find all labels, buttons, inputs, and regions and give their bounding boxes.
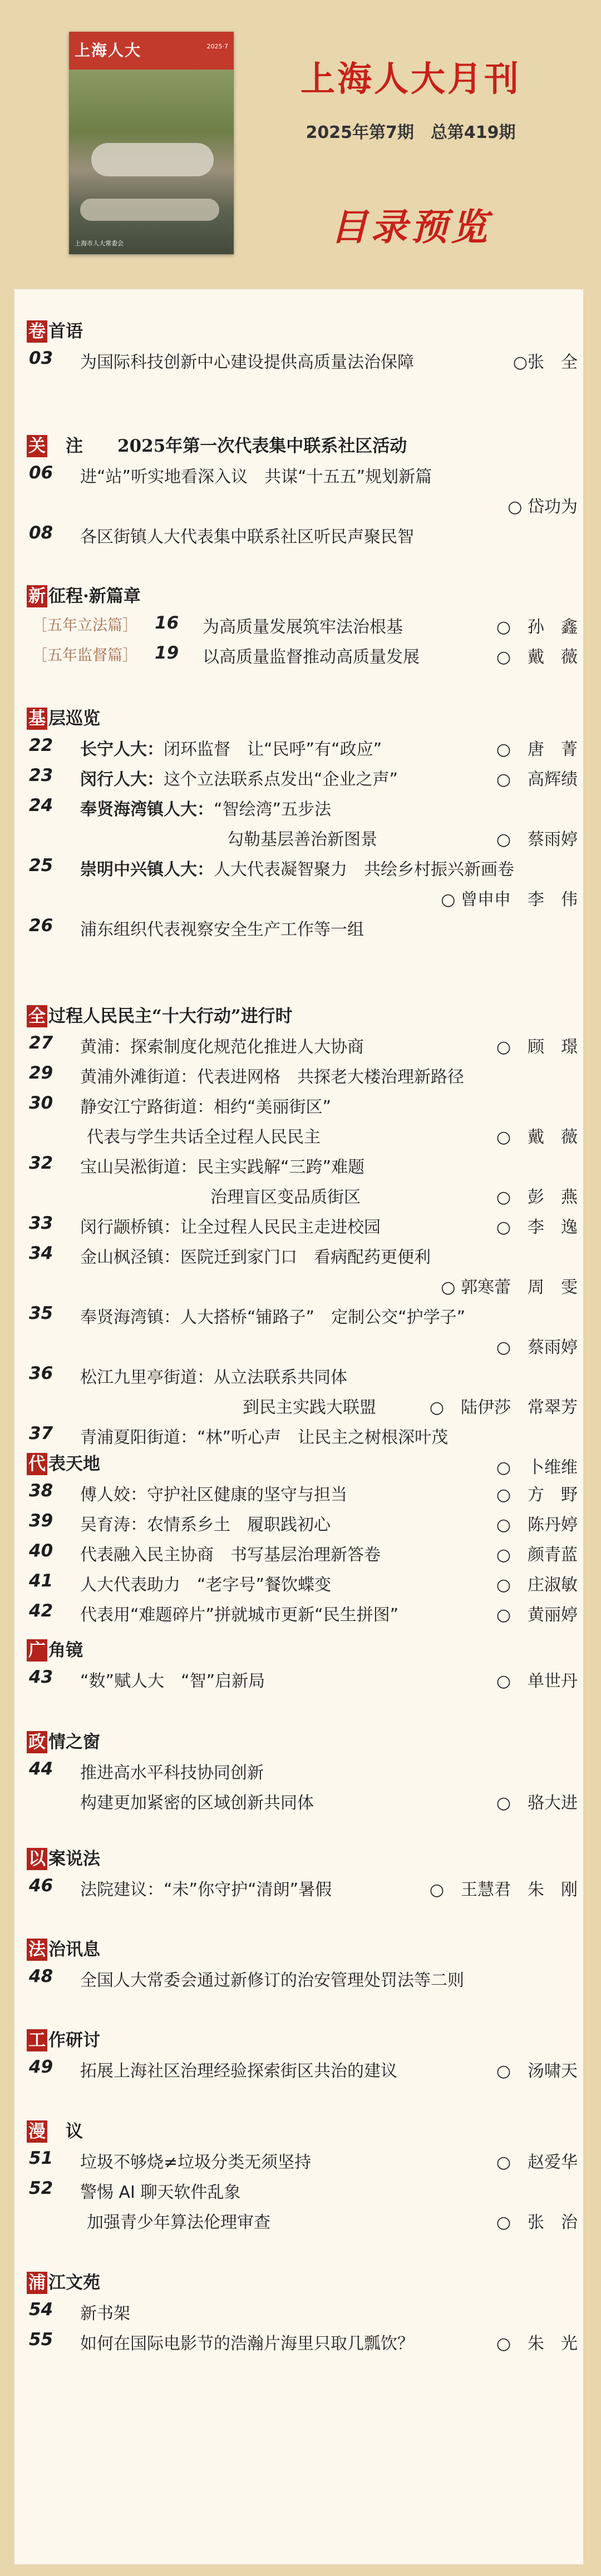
section-heading: 卷 首语 bbox=[27, 319, 578, 344]
toc-entry[interactable]: 08 各区街镇人大代表集中联系社区听民声聚民智 bbox=[29, 523, 414, 547]
toc-entry[interactable]: 55 如何在国际电影节的浩瀚片海里只取几瓢饮？ ○ 朱 光 bbox=[29, 2330, 578, 2353]
toc-entry[interactable]: 36 松江九里亭街道：从立法联系共同体 bbox=[29, 1363, 347, 1387]
section-xinzhengcheng bbox=[27, 584, 578, 669]
toc-entry[interactable]: 34 金山枫泾镇：医院迁到家门口 看病配药更便利 bbox=[29, 1243, 431, 1267]
section-zhengqingzhichuang bbox=[27, 1730, 578, 1814]
toc-entry-continued: 加强青少年算法伦理审查 ○ 张 治 bbox=[87, 2213, 578, 2232]
toc-entry[interactable]: 22 长宁人大：闭环监督 让“民呼”有“政应” ○ 唐 菁 bbox=[29, 735, 578, 759]
toc-entry[interactable]: 24 奉贤海湾镇人大：“智绘湾”五步法 bbox=[29, 795, 332, 819]
section-juanshouyu bbox=[27, 319, 578, 374]
toc-entry[interactable]: 46 法院建议：“未”你守护“清朗”暑假 ○ 王慧君 朱 刚 bbox=[29, 1876, 578, 1900]
section-heading: 工 作研讨 bbox=[27, 2028, 578, 2053]
toc-entry[interactable]: 25 崇明中兴镇人大：人大代表凝智聚力 共绘乡村振兴新画卷 bbox=[29, 856, 514, 879]
section-heading: 关 注 2025年第一次代表集中联系社区活动 bbox=[27, 434, 578, 458]
toc-entry[interactable]: 52 警惕 AI 聊天软件乱象 bbox=[29, 2178, 241, 2202]
section-yianshuofa bbox=[27, 1847, 578, 1901]
cover-caption: 上海市人大常委会 bbox=[75, 240, 124, 247]
section-pujiangwenyuan bbox=[27, 2271, 578, 2355]
toc-entry[interactable]: 42 代表用“难题碎片”拼就城市更新“民生拼图” ○ 黄丽婷 bbox=[29, 1601, 578, 1625]
toc-entry-author: ○ 郭寒蕾 周 雯 bbox=[441, 1278, 578, 1297]
section-heading: 浦 江文苑 bbox=[27, 2271, 578, 2295]
toc-entry-continued: 构建更加紧密的区域创新共同体 ○ 骆大进 bbox=[80, 1793, 578, 1813]
toc-entry[interactable]: 35 奉贤海湾镇：人大搭桥“铺路子” 定制公交“护学子” bbox=[29, 1303, 466, 1327]
section-guangjiaojing bbox=[27, 1638, 578, 1693]
section-quanguocheng bbox=[27, 1004, 578, 1479]
cover-building-shape bbox=[80, 199, 219, 221]
toc-entry-author: ○ 岱功为 bbox=[508, 497, 578, 517]
cover-logo: 上海人大 bbox=[75, 41, 142, 60]
toc-entry[interactable]: 03 为国际科技创新中心建设提供高质量法治保障 ○张 全 bbox=[29, 348, 578, 372]
section-heading: 以 案说法 bbox=[27, 1847, 578, 1871]
section-heading: 法 治讯息 bbox=[27, 1937, 578, 1962]
section-heading: 基 层巡览 bbox=[27, 706, 578, 731]
toc-entry[interactable]: 29 黄浦外滩街道：代表进网格 共探老大楼治理新路径 bbox=[29, 1063, 464, 1087]
toc-entry[interactable]: 26 浦东组织代表视察安全生产工作等一组 bbox=[29, 916, 364, 940]
toc-entry[interactable]: 48 全国人大常委会通过新修订的治安管理处罚法等二则 bbox=[29, 1966, 464, 1990]
toc-entry[interactable]: 44 推进高水平科技协同创新 bbox=[29, 1759, 264, 1783]
toc-entry-continued: 代表与学生共话全过程人民民主 ○ 戴 薇 bbox=[87, 1128, 578, 1147]
cover-building-shape bbox=[91, 143, 214, 176]
section-heading: 政 情之窗 bbox=[27, 1730, 578, 1754]
toc-entry[interactable]: 51 垃圾不够烧≠垃圾分类无须坚持 ○ 赵爱华 bbox=[29, 2148, 578, 2172]
toc-entry[interactable]: 27 黄浦：探索制度化规范化推进人大协商 ○ 顾 璟 bbox=[29, 1033, 578, 1057]
section-heading: 新 征程·新篇章 bbox=[27, 584, 578, 609]
toc-entry[interactable]: 37 青浦夏阳街道：“林”听心声 让民主之树根深叶茂 bbox=[29, 1423, 449, 1447]
toc-entry[interactable]: 54 新书架 bbox=[29, 2300, 130, 2323]
toc-entry[interactable]: ［五年立法篇］ 16 为高质量发展筑牢法治根基 ○ 孙 鑫 bbox=[32, 613, 578, 637]
section-guanzhu bbox=[27, 434, 578, 548]
toc-title: 目录预览 bbox=[331, 206, 491, 249]
section-daibiaotiandi bbox=[27, 1452, 578, 1626]
section-gongzuoyantao bbox=[27, 2028, 578, 2083]
toc-entry[interactable]: 33 闵行颛桥镇：让全过程人民民主走进校园 ○ 李 逸 bbox=[29, 1213, 578, 1237]
toc-entry-continued: 到民主实践大联盟 ○ 陆伊莎 常翠芳 bbox=[243, 1398, 578, 1417]
toc-entry[interactable]: 40 代表融入民主协商 书写基层治理新答卷 ○ 颜青蓝 bbox=[29, 1541, 578, 1565]
header bbox=[0, 0, 601, 281]
toc-entry-author: ○ 蔡雨婷 bbox=[496, 1338, 578, 1357]
toc-entry[interactable]: 43 “数”赋人大 “智”启新局 ○ 单世丹 bbox=[29, 1667, 578, 1691]
cover-issue: 2025·7 bbox=[206, 43, 228, 50]
section-heading: 漫 议 bbox=[27, 2119, 578, 2144]
section-heading: 全 过程人民民主“十大行动”进行时 bbox=[27, 1004, 578, 1029]
toc-entry[interactable]: 23 闵行人大：这个立法联系点发出“企业之声” ○ 高辉绩 bbox=[29, 765, 578, 789]
magazine-title: 上海人大月刊 bbox=[300, 58, 521, 99]
toc-entry[interactable]: 41 人大代表助力 “老字号”餐饮蝶变 ○ 庄淑敏 bbox=[29, 1571, 578, 1595]
toc-entry-author: ○ 卜维维 bbox=[496, 1458, 578, 1477]
section-manyi bbox=[27, 2119, 578, 2234]
toc-panel bbox=[14, 289, 583, 2564]
section-heading: 广 角镜 bbox=[27, 1638, 578, 1663]
toc-entry[interactable]: 06 进“站”听实地看深入议 共谋“十五五”规划新篇 bbox=[29, 463, 432, 487]
section-fazhixunxi bbox=[27, 1937, 578, 1992]
magazine-cover-image bbox=[69, 32, 234, 254]
toc-entry[interactable]: 32 宝山吴淞街道：民主实践解“三跨”难题 bbox=[29, 1153, 365, 1177]
toc-entry-author: ○ 曾申申 李 伟 bbox=[441, 890, 578, 909]
section-heading: 代 表天地 bbox=[27, 1452, 578, 1476]
toc-entry-continued: 勾勒基层善治新图景 ○ 蔡雨婷 bbox=[227, 830, 578, 849]
issue-info: 2025年第7期 总第419期 bbox=[306, 123, 516, 142]
section-jicengxunlan bbox=[27, 706, 578, 941]
toc-entry[interactable]: ［五年监督篇］ 19 以高质量监督推动高质量发展 ○ 戴 薇 bbox=[32, 643, 578, 667]
toc-entry[interactable]: 49 拓展上海社区治理经验探索街区共治的建议 ○ 汤啸天 bbox=[29, 2057, 578, 2081]
toc-entry[interactable]: 39 吴育涛：农情系乡土 履职践初心 ○ 陈丹婷 bbox=[29, 1511, 578, 1535]
toc-entry-continued: 治理盲区变品质街区 ○ 彭 燕 bbox=[210, 1188, 578, 1207]
toc-entry[interactable]: 30 静安江宁路街道：相约“美丽街区” bbox=[29, 1093, 332, 1117]
toc-entry[interactable]: 38 傅人姣：守护社区健康的坚守与担当 ○ 方 野 bbox=[29, 1481, 578, 1505]
